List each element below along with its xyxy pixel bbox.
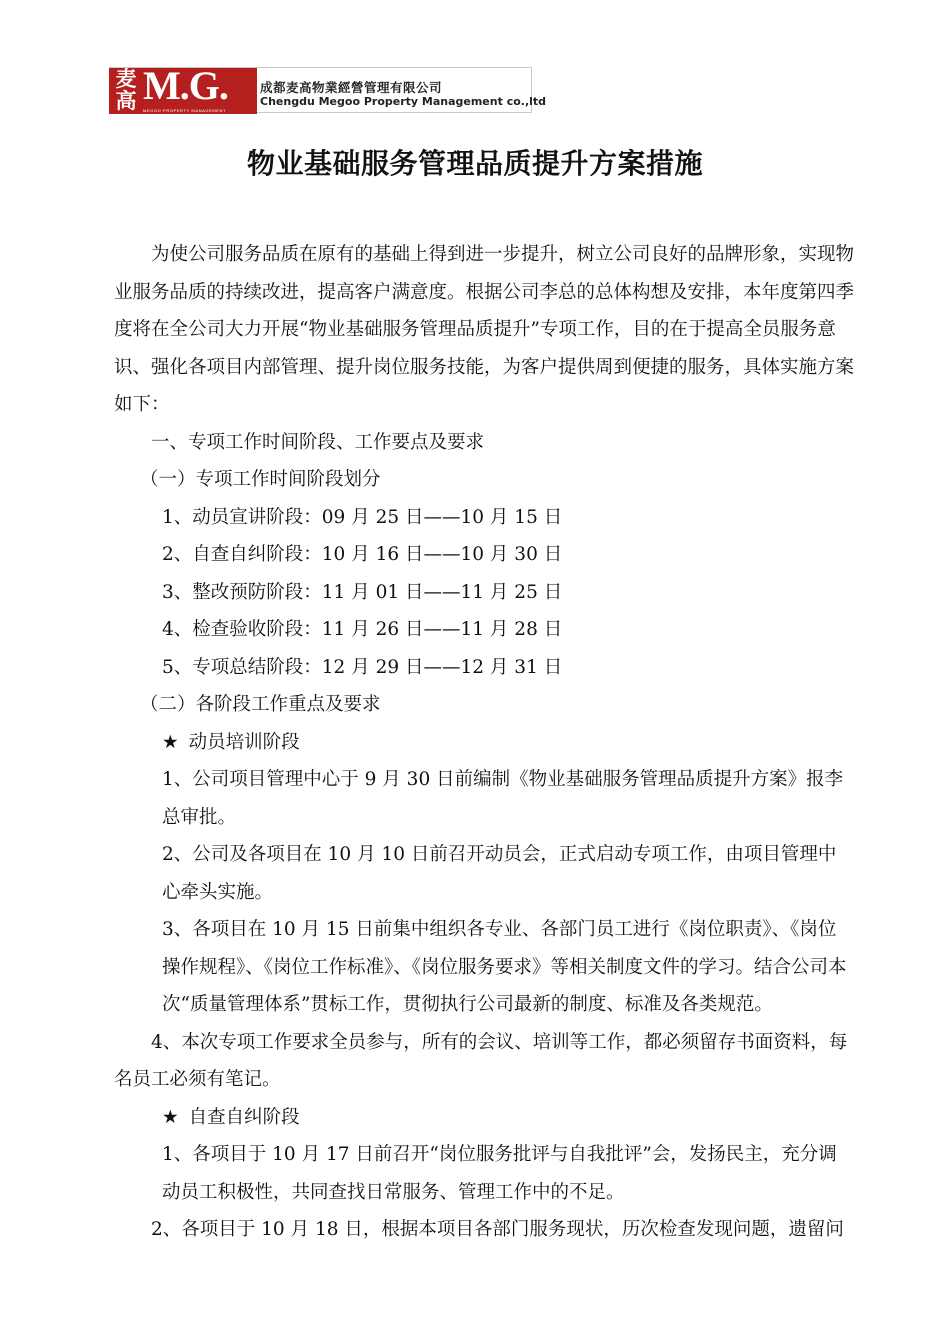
subsection-heading: （一）专项工作时间阶段划分 [140,469,381,490]
requirement-paragraph: 1、公司项目管理中心于 9 月 30 日前编制《物业基础服务管理品质提升方案》报李总审批。 [162,769,844,828]
phase-heading-label: 自查自纠阶段 [188,1106,300,1128]
stage-item: 5、专项总结阶段：12 月 29 日——12 月 31 日 [162,656,563,678]
requirement-paragraph: 2、各项目于 10 月 18 日，根据本项目各部门服务现状，历次检查发现问题，遗留问 [151,1219,844,1240]
section-heading: 一、专项工作时间阶段、工作要点及要求 [151,431,485,453]
company-name-en: Chengdu Megoo Property Management co.,ltd [260,95,547,108]
letterhead [109,67,547,113]
logo-chinese-mark: 麦高 [115,68,137,113]
document-title: 物业基础服务管理品质提升方案措施 [246,147,703,180]
phase-heading-label: 动员培训阶段 [188,731,300,753]
phase-heading [114,1099,854,1137]
stage-item: 2、自查自纠阶段：10 月 16 日——10 月 30 日 [162,544,563,565]
stage-item: 4、检查验收阶段：11 月 26 日——11 月 28 日 [162,619,563,640]
stage-item: 1、动员宣讲阶段：09 月 25 日——10 月 15 日 [162,506,563,528]
requirement-paragraph: 3、各项目在 10 月 15 日前集中组织各专业、各部门员工进行《岗位职责》、《岗位操作规程》、《岗位工作标准》、《岗位服务要求》等相关制度文件的学习。结合公司本次“质量管理体系”贯标工作，贯彻执行公司最新的制度、标准及各类规范。 [162,919,847,1015]
star-icon: ★ [162,731,179,753]
logo-tagline: MEGOO PROPERTY MANAGEMENT [143,108,227,113]
requirement-paragraph: 1、各项目于 10 月 17 日前召开“岗位服务批评与自我批评”会，发扬民主，充分调动员工积极性，共同查找日常服务、管理工作中的不足。 [162,1144,837,1203]
company-name [257,68,546,112]
subsection-heading: （二）各阶段工作重点及要求 [140,694,381,715]
star-icon: ★ [162,1106,179,1128]
stage-item: 3、整改预防阶段：11 月 01 日——11 月 25 日 [162,581,563,603]
requirement-paragraph: 2、公司及各项目在 10 月 10 日前召开动员会，正式启动专项工作，由项目管理中心牵头实施。 [162,844,837,903]
company-name-cn: 成都麦高物業經營管理有限公司 [260,80,443,95]
phase-heading [114,724,854,762]
company-logo [109,68,257,114]
logo-mg-mark: M.G. [143,68,228,108]
requirement-paragraph: 4、本次专项工作要求全员参与，所有的会议、培训等工作，都必须留存书面资料，每名员工必须有笔记。 [114,1031,848,1090]
document-body [114,236,854,1249]
intro-paragraph: 为使公司服务品质在原有的基础上得到进一步提升，树立公司良好的品牌形象，实现物业服务品质的持续改进，提高客户满意度。根据公司李总的总体构想及安排，本年度第四季度将在全公司大力开展“物业基础服务管理品质提升”专项工作，目的在于提高全员服务意识、强化各项目内部管理、提升岗位服务技能，为客户提供周到便捷的服务，具体实施方案如下： [114,244,855,415]
